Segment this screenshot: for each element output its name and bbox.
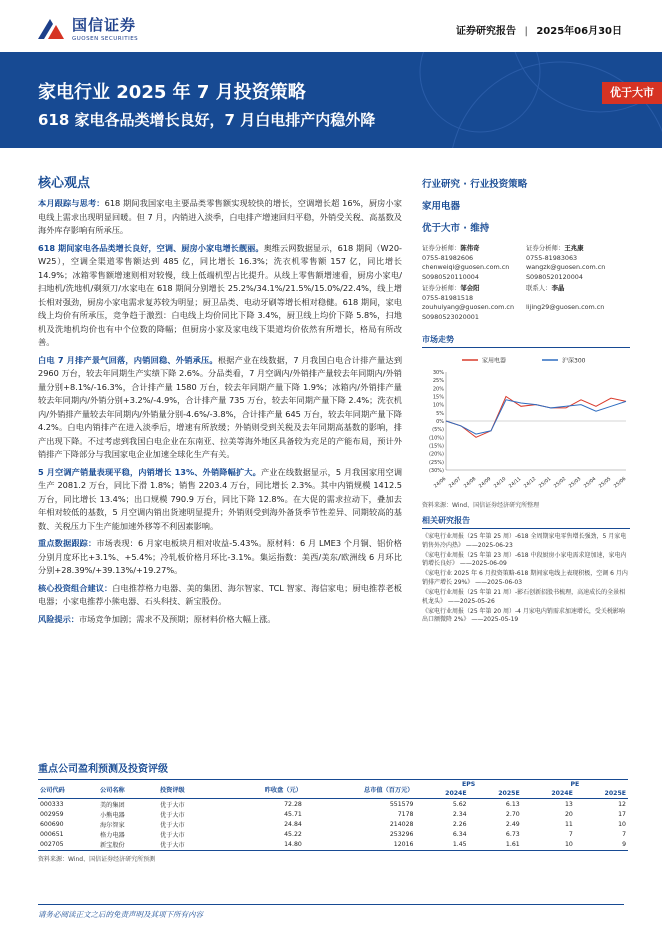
paragraph-text: 市场竞争加剧；需求不及预期；原材料价格大幅上涨。: [78, 613, 276, 624]
y-tick-label: 10%: [432, 402, 444, 409]
cell-code: 002705: [40, 841, 64, 849]
paragraph-lead: 本月跟踪与思考：: [38, 198, 105, 208]
cell-eps2: 1.61: [505, 841, 520, 849]
analyst-phone: 0755-81981518: [422, 293, 474, 302]
industry-rating: 优于大市 · 维持: [422, 223, 490, 234]
core-paragraph: [38, 197, 402, 238]
paragraph-lead: 618 期间家电各品类增长良好，空调、厨房小家电增长靓丽。: [38, 242, 264, 253]
y-tick-label: 15%: [432, 394, 444, 401]
cell-eps2: 2.49: [505, 820, 520, 828]
cell-code: 002959: [40, 810, 64, 818]
title-banner: [0, 52, 662, 148]
cell-pe2: 17: [618, 810, 626, 818]
cell-eps1: 2.26: [452, 820, 467, 828]
company-name-cn: 国信证券: [72, 16, 137, 34]
contact-name: 李晶: [551, 284, 565, 292]
cell-name: 美的集团: [100, 801, 125, 809]
analyst-name: 邹会阳: [460, 284, 480, 292]
paragraph-lead: 核心投资组合建议：: [38, 582, 113, 593]
table-row: [38, 830, 628, 840]
cell-cap: 214028: [389, 820, 414, 828]
x-tick-label: 24/06: [433, 476, 448, 490]
analyst-block: [422, 244, 630, 322]
report-meta: [456, 22, 622, 37]
logo-mark-icon: [36, 15, 66, 41]
y-tick-label: (15%): [428, 443, 444, 450]
related-heading: 相关研究报告: [422, 515, 630, 529]
x-tick-label: 24/12: [523, 476, 538, 490]
paragraph-text: 市场表现：6 月家电板块月相对收益-5.43%。原材料：6 月 LME3 个月铜、铝价格分别月度环比+3.1%、+5.4%；冷轧板价格月环比-3.1%。集运指数：美西/美东/欧洲线 6 月环比分别+28.39%/+39.13%/+19.27%。: [38, 538, 402, 575]
paragraph-text: 产业在线数据显示，5 月我国家用空调生产 2081.2 万台，同比下滑 1.8%；销售 2203.4 万台，同比增长 2.3%。其中内销规模 1412.5 万台，同比增长 13.4%；出口规模 790.9 万台，同比下降 12.8%。在大促的需求拉动下，叠加去年相对较低的基数，5 月空调内销出货速明显提升；外销则受到海外备货季节性差异、同期较高的基数、关税压力下生产能加速外移等不利因素影响。: [38, 466, 403, 531]
related-reports: [422, 533, 630, 625]
x-tick-label: 25/01: [538, 476, 553, 490]
cell-rating: 优于大市: [160, 821, 185, 829]
analyst-phone: 0755-81983063: [526, 253, 578, 262]
y-tick-label: (5%): [432, 427, 444, 434]
table-row: [38, 840, 628, 851]
company-name-en: GUOSEN SECURITIES: [72, 36, 139, 42]
forecast-table: [38, 779, 628, 851]
analyst-role: 证券分析师：: [526, 244, 565, 252]
x-tick-label: 25/04: [583, 476, 598, 490]
cell-pe1: 10: [564, 841, 573, 849]
analyst-email[interactable]: zouhuiyang@guosen.com.cn: [422, 303, 514, 311]
analyst-phone: 0755-81982606: [422, 253, 474, 262]
core-paragraph: [38, 582, 402, 609]
th-name: 公司名称: [100, 786, 125, 794]
y-tick-label: 25%: [432, 378, 444, 385]
cell-pe1: 20: [564, 810, 573, 818]
industry-name: 家用电器: [422, 201, 461, 212]
report-date: 2025年06月30日: [536, 26, 622, 37]
analyst-role: 证券分析师：: [422, 284, 461, 292]
cell-name: 格力电器: [100, 832, 125, 840]
analyst-card: [526, 244, 630, 282]
th-pe-year: 2025E: [604, 790, 626, 797]
contact-role: 联系人：: [526, 284, 552, 292]
analyst-name: 陈伟奇: [460, 244, 480, 252]
chart-source: 资料来源：Wind、国信证券经济研究所整理: [422, 502, 540, 509]
related-report-item[interactable]: 《家电行业 2025 年 6 月投资策略-618 期间家电线上表现积极，空调 6 月内销排产增长 29%》 ——2025-06-03: [422, 570, 628, 586]
cell-price: 14.80: [284, 841, 302, 849]
cell-rating: 优于大市: [160, 801, 185, 809]
cell-eps1: 1.45: [452, 841, 467, 849]
cell-eps1: 6.34: [452, 831, 467, 839]
x-tick-label: 24/09: [478, 476, 493, 490]
report-type: 证券研究报告: [455, 26, 516, 37]
paragraph-lead: 重点数据跟踪：: [38, 538, 97, 548]
cell-name: 新宝股份: [100, 842, 125, 850]
analyst-card: [422, 284, 526, 322]
cell-pe1: 7: [568, 831, 573, 839]
footer-disclaimer: 请务必阅读正文之后的免责声明及其项下所有内容: [38, 904, 624, 920]
report-subtitle: 618 家电各品类增长良好，7 月白电排产内稳外降: [38, 111, 376, 129]
cell-pe2: 10: [618, 820, 626, 828]
core-paragraph: [38, 613, 402, 627]
th-cap: 总市值（百万元）: [363, 786, 414, 794]
market-trend-svg: [422, 352, 630, 498]
cell-eps2: 2.70: [505, 810, 520, 818]
analyst-card: [422, 244, 526, 282]
paragraph-text: 618 期间我国家电主要品类零售额实现较快的增长，空调增长超 16%，厨房小家电线上需求出现明显回暖。但 7 月，内销进入淡季，白电排产增速回归平稳，外销受关税、高基数及海外库存影响有所承压。: [38, 198, 402, 235]
core-views: [38, 172, 402, 630]
x-tick-label: 25/05: [598, 476, 613, 490]
cell-code: 000651: [40, 831, 64, 839]
cell-name: 小熊电器: [100, 811, 125, 819]
cell-eps1: 2.34: [452, 810, 467, 818]
cell-cap: 253296: [389, 831, 414, 839]
related-report-item[interactable]: 《家电行业周报（25 年第 23 周）-618 中段厨房小家电需求迎加速，家电内销增长良好》 ——2025-06-09: [422, 551, 627, 568]
core-paragraphs: [38, 197, 402, 626]
industry-label: 行业研究 · 行业投资策略: [422, 179, 528, 190]
y-tick-label: 5%: [436, 410, 444, 417]
report-title: 家电行业 2025 年 7 月投资策略: [38, 82, 306, 103]
y-tick-label: (10%): [428, 435, 444, 442]
table-row: [38, 809, 628, 819]
th-pe-year: 2024E: [551, 790, 573, 797]
table-row: [38, 819, 628, 829]
market-trend-chart: [422, 352, 630, 498]
cell-cap: 551579: [389, 800, 414, 808]
core-paragraph: [38, 242, 402, 350]
y-tick-label: 30%: [432, 370, 444, 376]
paragraph-lead: 白电 7 月排产景气回落，内销回稳、外销承压。: [38, 354, 218, 365]
cell-code: 600690: [40, 820, 64, 828]
market-trend-heading: 市场走势: [422, 334, 630, 348]
table-row: [38, 799, 628, 810]
analyst-role: 证券分析师：: [422, 244, 461, 252]
company-logo: [36, 14, 138, 42]
cell-price: 24.84: [284, 820, 302, 828]
core-paragraph: [38, 466, 402, 534]
cell-rating: 优于大市: [160, 842, 185, 850]
rating-badge: 优于大市: [602, 82, 662, 104]
legend-label: 家用电器: [482, 357, 507, 365]
x-tick-label: 24/10: [493, 476, 508, 490]
cell-pe2: 9: [622, 841, 626, 849]
paragraph-text: 奥维云网数据显示，618 期间（W20-W25），空调全渠道零售额达到 485 亿，同比增长 16.3%；洗衣机零售额 157 亿，同比增长 14.9%；冰箱零售额增速则相对较慢，线上低端机型占比提升。从线上零售额增速看，厨房小家电/扫地机/洗地机/剃须刀/水家电在 618 期间分别增长 25.2%/34.1%/21.5%/15.0%/22.4%，线上增长相对强劲，厨房小家电需求复苏较为明显；厨卫品类、电动牙刷等增长相对稳健。618 期间，家电线上均价有所承压，竞争趋于激烈：白电线上均价同比下降 3.4%，厨卫线上均价下降 5.8%，扫地机及洗地机均价也有中个位数的降幅；但厨房小家及家电线下渠道均价依然有所增长，格局有所改善。: [38, 242, 402, 347]
paragraph-text: 白电推荐格力电器、美的集团、海尔智家、TCL 智家、海信家电；厨电推荐老板电器；小家电推荐小熊电器、石头科技、新宝股份。: [38, 582, 402, 606]
contact-email[interactable]: lijing29@guosen.com.cn: [526, 303, 605, 311]
cell-name: 海尔智家: [100, 821, 125, 829]
cell-eps1: 5.62: [452, 800, 467, 808]
y-tick-label: (20%): [428, 451, 444, 458]
paragraph-lead: 5 月空调产销量表现平稳，内销增长 13%、外销降幅扩大。: [38, 466, 261, 477]
x-tick-label: 25/06: [613, 476, 628, 490]
th-pe: PE: [570, 781, 580, 788]
related-report-item[interactable]: 《家电行业周报（25 年第 20 周）-4 月家电内销需求加速增长，受关税影响出口额微降 2%》 ——2025-05-19: [422, 607, 625, 624]
x-tick-label: 25/02: [553, 476, 568, 490]
y-tick-label: 20%: [432, 386, 444, 393]
x-tick-label: 24/07: [448, 476, 463, 490]
cell-rating: 优于大市: [160, 832, 185, 840]
table-source: 资料来源：Wind、国信证券经济研究所预测: [38, 855, 156, 863]
cell-price: 45.71: [284, 810, 302, 818]
cell-rating: 优于大市: [160, 811, 185, 819]
core-paragraph: [38, 537, 402, 578]
cell-eps2: 6.73: [505, 831, 520, 839]
legend-label: 沪深300: [562, 357, 586, 365]
th-eps-year: 2025E: [498, 790, 520, 797]
y-tick-label: (25%): [428, 459, 444, 466]
cell-pe2: 12: [618, 800, 626, 808]
section-heading: 核心观点: [38, 176, 91, 191]
cell-cap: 12016: [393, 841, 414, 849]
th-price: 昨收盘（元）: [264, 786, 302, 794]
y-tick-label: (30%): [428, 468, 444, 474]
cell-pe1: 11: [564, 820, 573, 828]
core-paragraph: [38, 354, 402, 462]
cell-pe1: 13: [564, 800, 573, 808]
sidebar: [422, 176, 630, 626]
paragraph-text: 根据产业在线数据，7 月我国白电合计排产量达到 2960 万台，较去年同期生产实绩下降 2.6%。分品类看，7 月空调内/外销排产量较去年同期内/外销量分别+8.1%/-16.3%，合计排产量 1580 万台，较去年同期产量下降 1.9%；冰箱内/外销排产量较去年同期内/外销分别+3.2%/-4.9%，合计排产量 735 万台，较去年同期产量下降 2.4%；洗衣机内/外销排产量较去年同期内/外销量分别-4.6%/-3.8%，合计排产量 645 万台，较去年同期产量下降 4.2%。白电内销排产在进入淡季后，增速有所放缓；外销则受到关税及去年同期高基数的影响，排产出现下降。不过考虑到我国白电企业在东南亚、拉美等海外地区具备较为充足的产能布局，预计外销排产下降部分与我国家电企业加速全球化生产有关。: [38, 354, 403, 459]
analyst-cert: S0980520120004: [526, 272, 583, 281]
meta-separator: |: [524, 26, 528, 37]
related-report-item[interactable]: 《家电行业周报（25 年第 21 周）-影石创新招股书梳理，高速成长的全景相机龙头》 ——2025-05-26: [422, 589, 626, 605]
th-code: 公司代码: [40, 786, 65, 794]
cell-code: 000333: [40, 800, 64, 808]
y-tick-label: 0%: [436, 419, 444, 425]
contact-card: [526, 284, 630, 322]
th-rating: 投资评级: [160, 786, 185, 794]
analyst-email[interactable]: wangzk@guosen.com.cn: [526, 263, 606, 271]
table-title: 重点公司盈利预测及投资评级: [38, 764, 168, 775]
analyst-name: 王兆康: [564, 244, 584, 252]
x-tick-label: 24/08: [463, 476, 478, 490]
analyst-cert: S0980523020001: [422, 312, 479, 321]
page-header: [0, 0, 662, 50]
cell-price: 45.22: [284, 831, 302, 839]
forecast-table-section: [38, 760, 628, 863]
cell-eps2: 6.13: [505, 800, 520, 808]
series-line: [446, 397, 626, 438]
th-eps-year: 2024E: [445, 790, 467, 797]
analyst-cert: S0980520110004: [422, 272, 479, 281]
cell-price: 72.28: [284, 800, 302, 808]
paragraph-lead: 风险提示：: [38, 613, 79, 624]
th-eps: EPS: [461, 781, 476, 788]
cell-cap: 7178: [397, 810, 414, 818]
cell-pe2: 7: [622, 831, 626, 839]
analyst-email[interactable]: chenweiqi@guosen.com.cn: [422, 263, 510, 271]
x-tick-label: 24/11: [508, 476, 523, 490]
x-tick-label: 25/03: [568, 476, 583, 490]
related-report-item[interactable]: 《家电行业周报（25 年第 25 周）-618 全周期家电零售增长强劲，5 月家电销售外冷内热》 ——2025-06-23: [422, 533, 627, 549]
